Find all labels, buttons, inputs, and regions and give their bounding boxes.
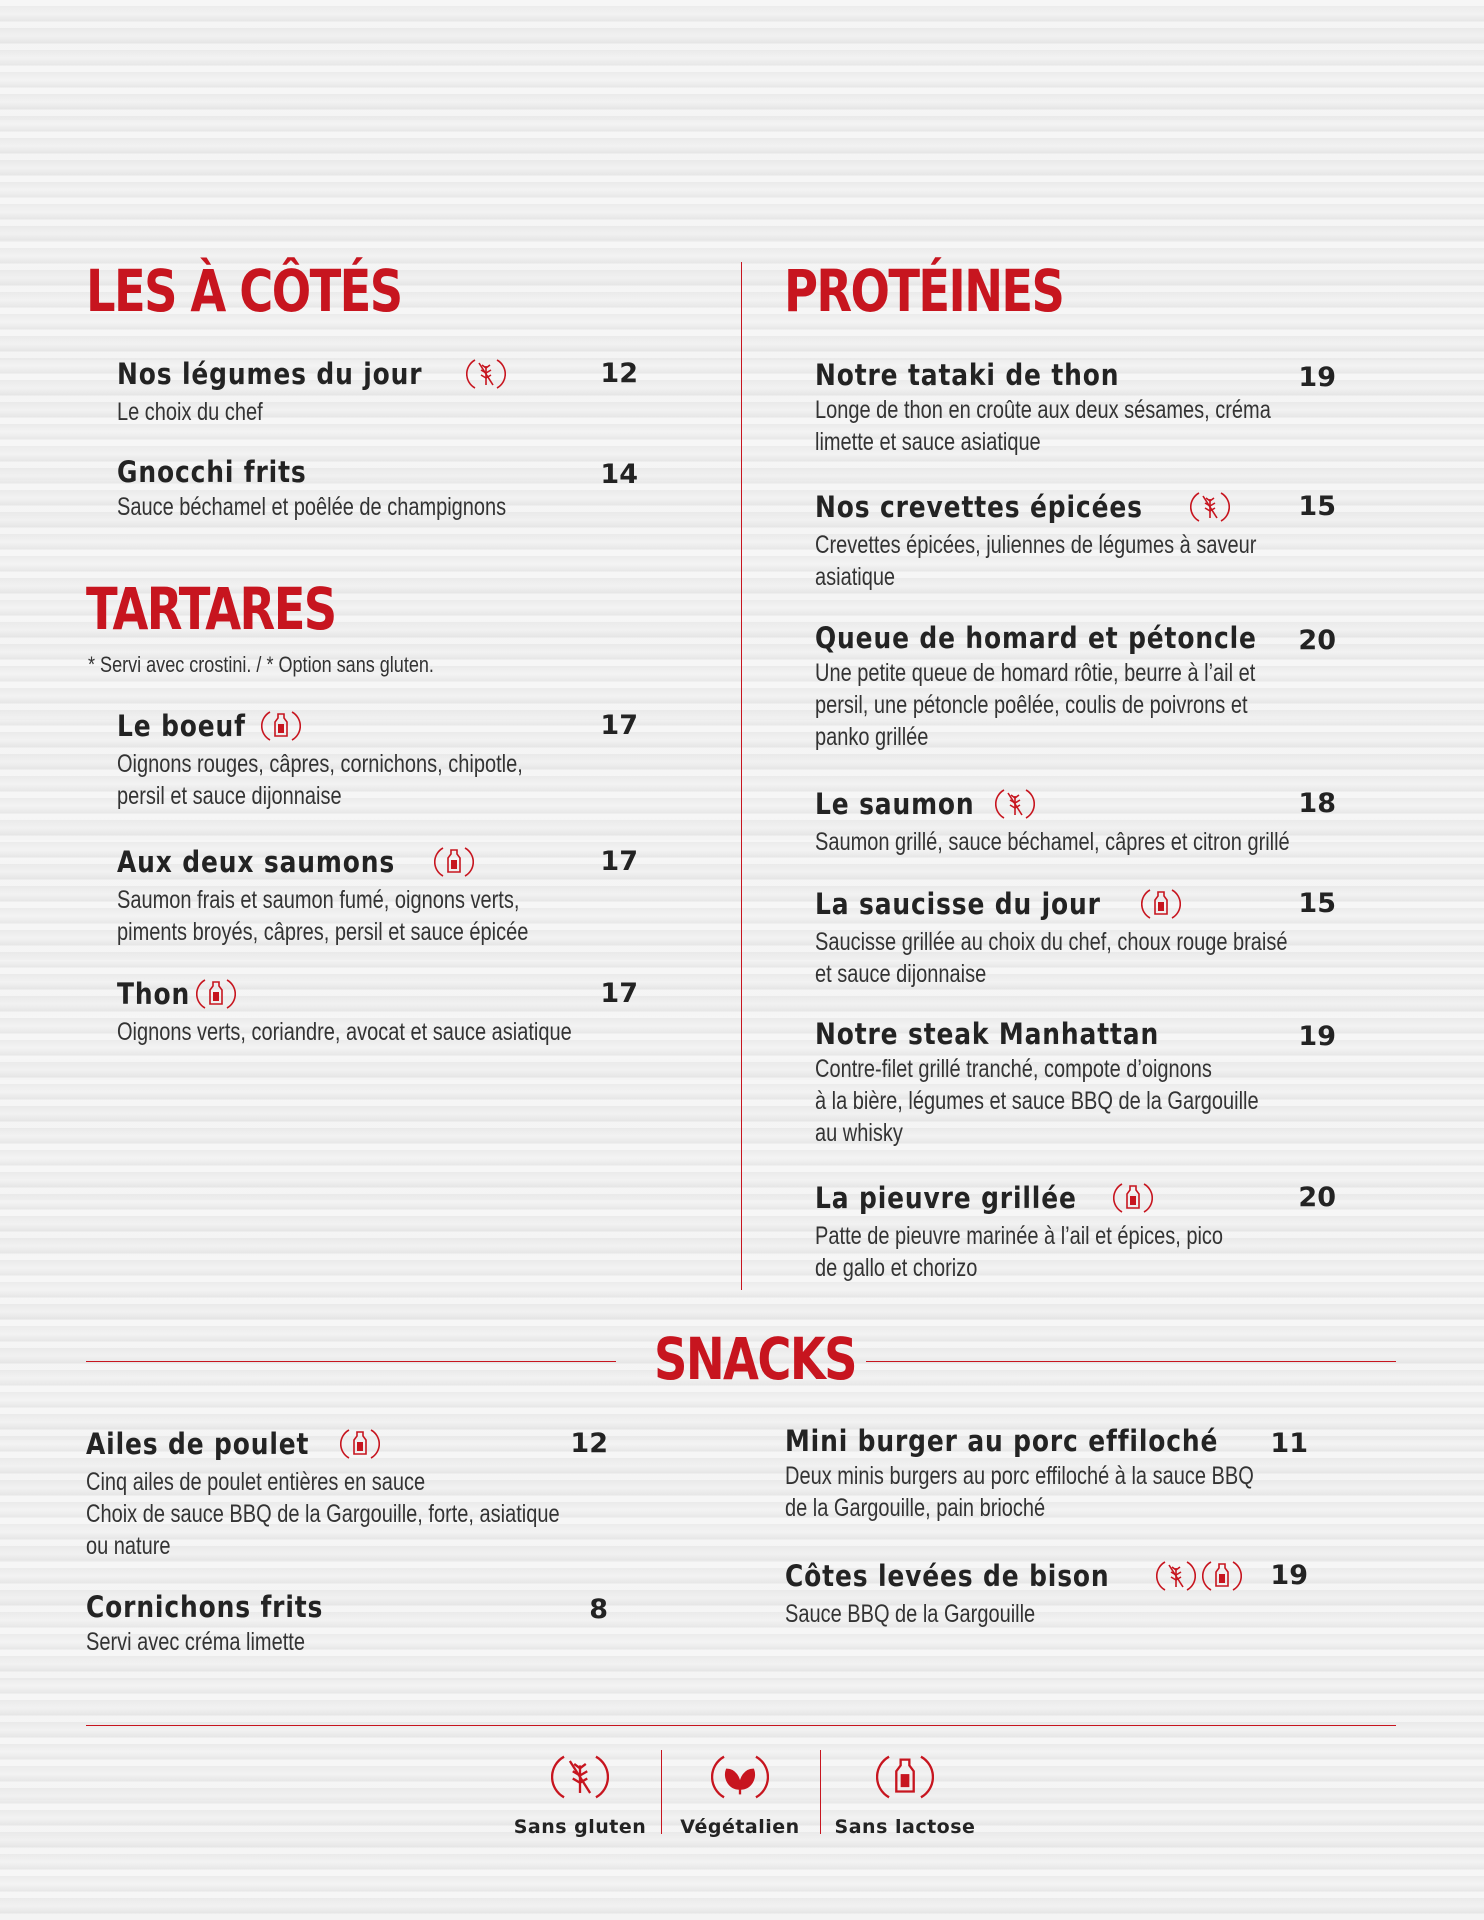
lactose-free-icon: [1202, 1556, 1242, 1596]
menu-item-name: Ailes de poulet: [86, 1427, 310, 1461]
gluten-free-icon: [1190, 487, 1230, 527]
tartares-note: * Servi avec crostini. / * Option sans gluten.: [88, 652, 434, 677]
description-line: Contre-filet grillé tranché, compote d’oignons: [815, 1055, 1212, 1083]
menu-item-name: Aux deux saumons: [117, 845, 396, 879]
menu-item-name: Nos crevettes épicées: [815, 490, 1143, 524]
menu-item-price: 12: [570, 1428, 608, 1459]
snacks-rule-left: [86, 1361, 616, 1362]
menu-item-description: [815, 1053, 1259, 1149]
description-line: Oignons rouges, câpres, cornichons, chipotle,: [117, 750, 523, 778]
menu-item-header: [117, 354, 506, 394]
menu-item-description: [117, 396, 428, 428]
description-line: piments broyés, câpres, persil et sauce épicée: [117, 918, 529, 946]
menu-item: [117, 842, 631, 948]
lactose-free-icon: [196, 974, 236, 1014]
description-line: Saucisse grillée au choix du chef, choux rouge braisé: [815, 928, 1288, 956]
description-line: à la bière, légumes et sauce BBQ de la Gargouille: [815, 1087, 1259, 1115]
menu-item-description: [785, 1460, 1254, 1524]
gluten-free-icon: [466, 354, 506, 394]
description-line: Deux minis burgers au porc effiloché à la sauce BBQ: [785, 1462, 1254, 1490]
diet-icons: [261, 706, 301, 746]
menu-item-price: 19: [1298, 1021, 1336, 1052]
diet-icons: [1156, 1556, 1242, 1596]
menu-item-price: 18: [1298, 788, 1336, 819]
menu-item-price: 15: [1298, 888, 1336, 919]
snacks-rule-right: [866, 1361, 1396, 1362]
diet-icons: [1190, 487, 1230, 527]
description-line: au whisky: [815, 1119, 903, 1147]
menu-item-price: 8: [589, 1594, 608, 1625]
description-line: Saumon frais et saumon fumé, oignons verts,: [117, 886, 520, 914]
menu-item: [117, 455, 603, 523]
menu-item-name: Queue de homard et pétoncle: [815, 621, 1257, 655]
menu-item-price: 14: [600, 459, 638, 490]
menu-item: [117, 354, 506, 428]
description-line: limette et sauce asiatique: [815, 428, 1041, 456]
menu-item-price: 17: [600, 846, 638, 877]
description-line: Saumon grillé, sauce béchamel, câpres et citron grillé: [815, 828, 1290, 856]
lactose-free-icon: [1141, 884, 1181, 924]
legend-label: Sans gluten: [513, 1816, 647, 1838]
description-line: Servi avec créma limette: [86, 1628, 305, 1656]
menu-item-description: [117, 884, 528, 948]
proteines-title: PROTÉINES: [784, 257, 1064, 325]
description-line: ou nature: [86, 1532, 171, 1560]
lactose-free-icon: [261, 706, 301, 746]
cotes-title: LES À CÔTÉS: [86, 257, 402, 325]
menu-item-price: 15: [1298, 491, 1336, 522]
menu-item-description: [86, 1626, 307, 1658]
menu-item-name: Notre steak Manhattan: [815, 1017, 1160, 1051]
diet-icons: [1141, 884, 1181, 924]
menu-item-header: [117, 455, 603, 489]
description-line: Le choix du chef: [117, 398, 263, 426]
menu-item-price: 17: [600, 710, 638, 741]
lactose-free-icon: [1113, 1178, 1153, 1218]
menu-item-description: [815, 826, 1290, 858]
menu-item-description: [117, 1016, 572, 1048]
column-divider: [741, 262, 742, 1290]
menu-item-description: [815, 529, 1256, 593]
diet-icons: [1113, 1178, 1153, 1218]
diet-icons: [196, 974, 236, 1014]
menu-item-name: Nos légumes du jour: [117, 357, 423, 391]
footer-rule: [86, 1725, 1396, 1726]
description-line: Sauce béchamel et poêlée de champignons: [117, 493, 507, 521]
lactose-free-icon: [434, 842, 474, 882]
description-line: et sauce dijonnaise: [815, 960, 987, 988]
description-line: Sauce BBQ de la Gargouille: [785, 1600, 1036, 1628]
menu-item: [785, 1556, 1242, 1630]
menu-item-price: 19: [1298, 362, 1336, 393]
menu-item-header: [86, 1590, 362, 1624]
diet-icons: [466, 354, 506, 394]
description-line: Oignons verts, coriandre, avocat et sauce asiatique: [117, 1018, 572, 1046]
menu-item-name: La pieuvre grillée: [815, 1181, 1077, 1215]
menu-item-price: 12: [600, 358, 638, 389]
menu-item-price: 20: [1298, 625, 1336, 656]
menu-item-price: 11: [1270, 1428, 1308, 1459]
menu-item-name: Gnocchi frits: [117, 455, 307, 489]
description-line: panko grillée: [815, 723, 929, 751]
lactose-free-icon: [876, 1748, 934, 1806]
legend-sans-gluten: [500, 1748, 660, 1838]
menu-item-description: [815, 657, 1255, 753]
legend-divider-2: [820, 1750, 821, 1834]
menu-item-name: Le boeuf: [117, 709, 246, 743]
menu-item-description: [117, 491, 506, 523]
vegan-icon: [711, 1748, 769, 1806]
menu-item-description: [117, 748, 523, 812]
menu-item: [86, 1590, 362, 1658]
menu-item-description: [86, 1466, 560, 1562]
description-line: de la Gargouille, pain brioché: [785, 1494, 1046, 1522]
menu-item-name: Thon: [117, 977, 191, 1011]
menu-item-description: [815, 1220, 1223, 1284]
diet-icons: [340, 1424, 380, 1464]
menu-item-price: 19: [1270, 1560, 1308, 1591]
description-line: Cinq ailes de poulet entières en sauce: [86, 1468, 426, 1496]
menu-item-header: [815, 1178, 1325, 1218]
description-line: Longe de thon en croûte aux deux sésames, créma: [815, 396, 1271, 424]
gluten-free-icon: [551, 1748, 609, 1806]
menu-item: [815, 1178, 1325, 1284]
menu-item-price: 20: [1298, 1182, 1336, 1213]
description-line: asiatique: [815, 563, 896, 591]
description-line: Une petite queue de homard rôtie, beurre à l’ail et: [815, 659, 1256, 687]
legend-label: Sans lactose: [834, 1816, 976, 1838]
legend-vegetalien: [660, 1748, 820, 1838]
gluten-free-icon: [1156, 1556, 1196, 1596]
menu-item-name: Mini burger au porc effiloché: [785, 1424, 1219, 1458]
menu-item-price: 17: [600, 978, 638, 1009]
legend-label: Végétalien: [680, 1816, 800, 1838]
menu-item-name: Cornichons frits: [86, 1590, 324, 1624]
menu-item-header: [785, 1556, 1242, 1596]
snacks-title: SNACKS: [654, 1325, 856, 1393]
menu-item-description: [785, 1598, 1151, 1630]
description-line: de gallo et chorizo: [815, 1254, 978, 1282]
menu-item-name: La saucisse du jour: [815, 887, 1101, 921]
description-line: persil, une pétoncle poêlée, coulis de poivrons et: [815, 691, 1248, 719]
gluten-free-icon: [995, 784, 1035, 824]
menu-item: [117, 706, 624, 812]
menu-item-name: Le saumon: [815, 787, 975, 821]
description-line: persil et sauce dijonnaise: [117, 782, 342, 810]
tartares-title: TARTARES: [86, 575, 336, 643]
description-line: Patte de pieuvre marinée à l’ail et épices, pico: [815, 1222, 1224, 1250]
diet-icons: [995, 784, 1035, 824]
diet-icons: [434, 842, 474, 882]
menu-item-name: Notre tataki de thon: [815, 358, 1120, 392]
menu-item-header: [117, 706, 624, 746]
legend-sans-lactose: [825, 1748, 985, 1838]
menu-item-header: [117, 842, 631, 882]
menu-item-description: [815, 394, 1271, 458]
lactose-free-icon: [340, 1424, 380, 1464]
description-line: Choix de sauce BBQ de la Gargouille, forte, asiatique: [86, 1500, 560, 1528]
description-line: Crevettes épicées, juliennes de légumes à saveur: [815, 531, 1257, 559]
menu-item-name: Côtes levées de bison: [785, 1559, 1110, 1593]
menu-item-description: [815, 926, 1288, 990]
